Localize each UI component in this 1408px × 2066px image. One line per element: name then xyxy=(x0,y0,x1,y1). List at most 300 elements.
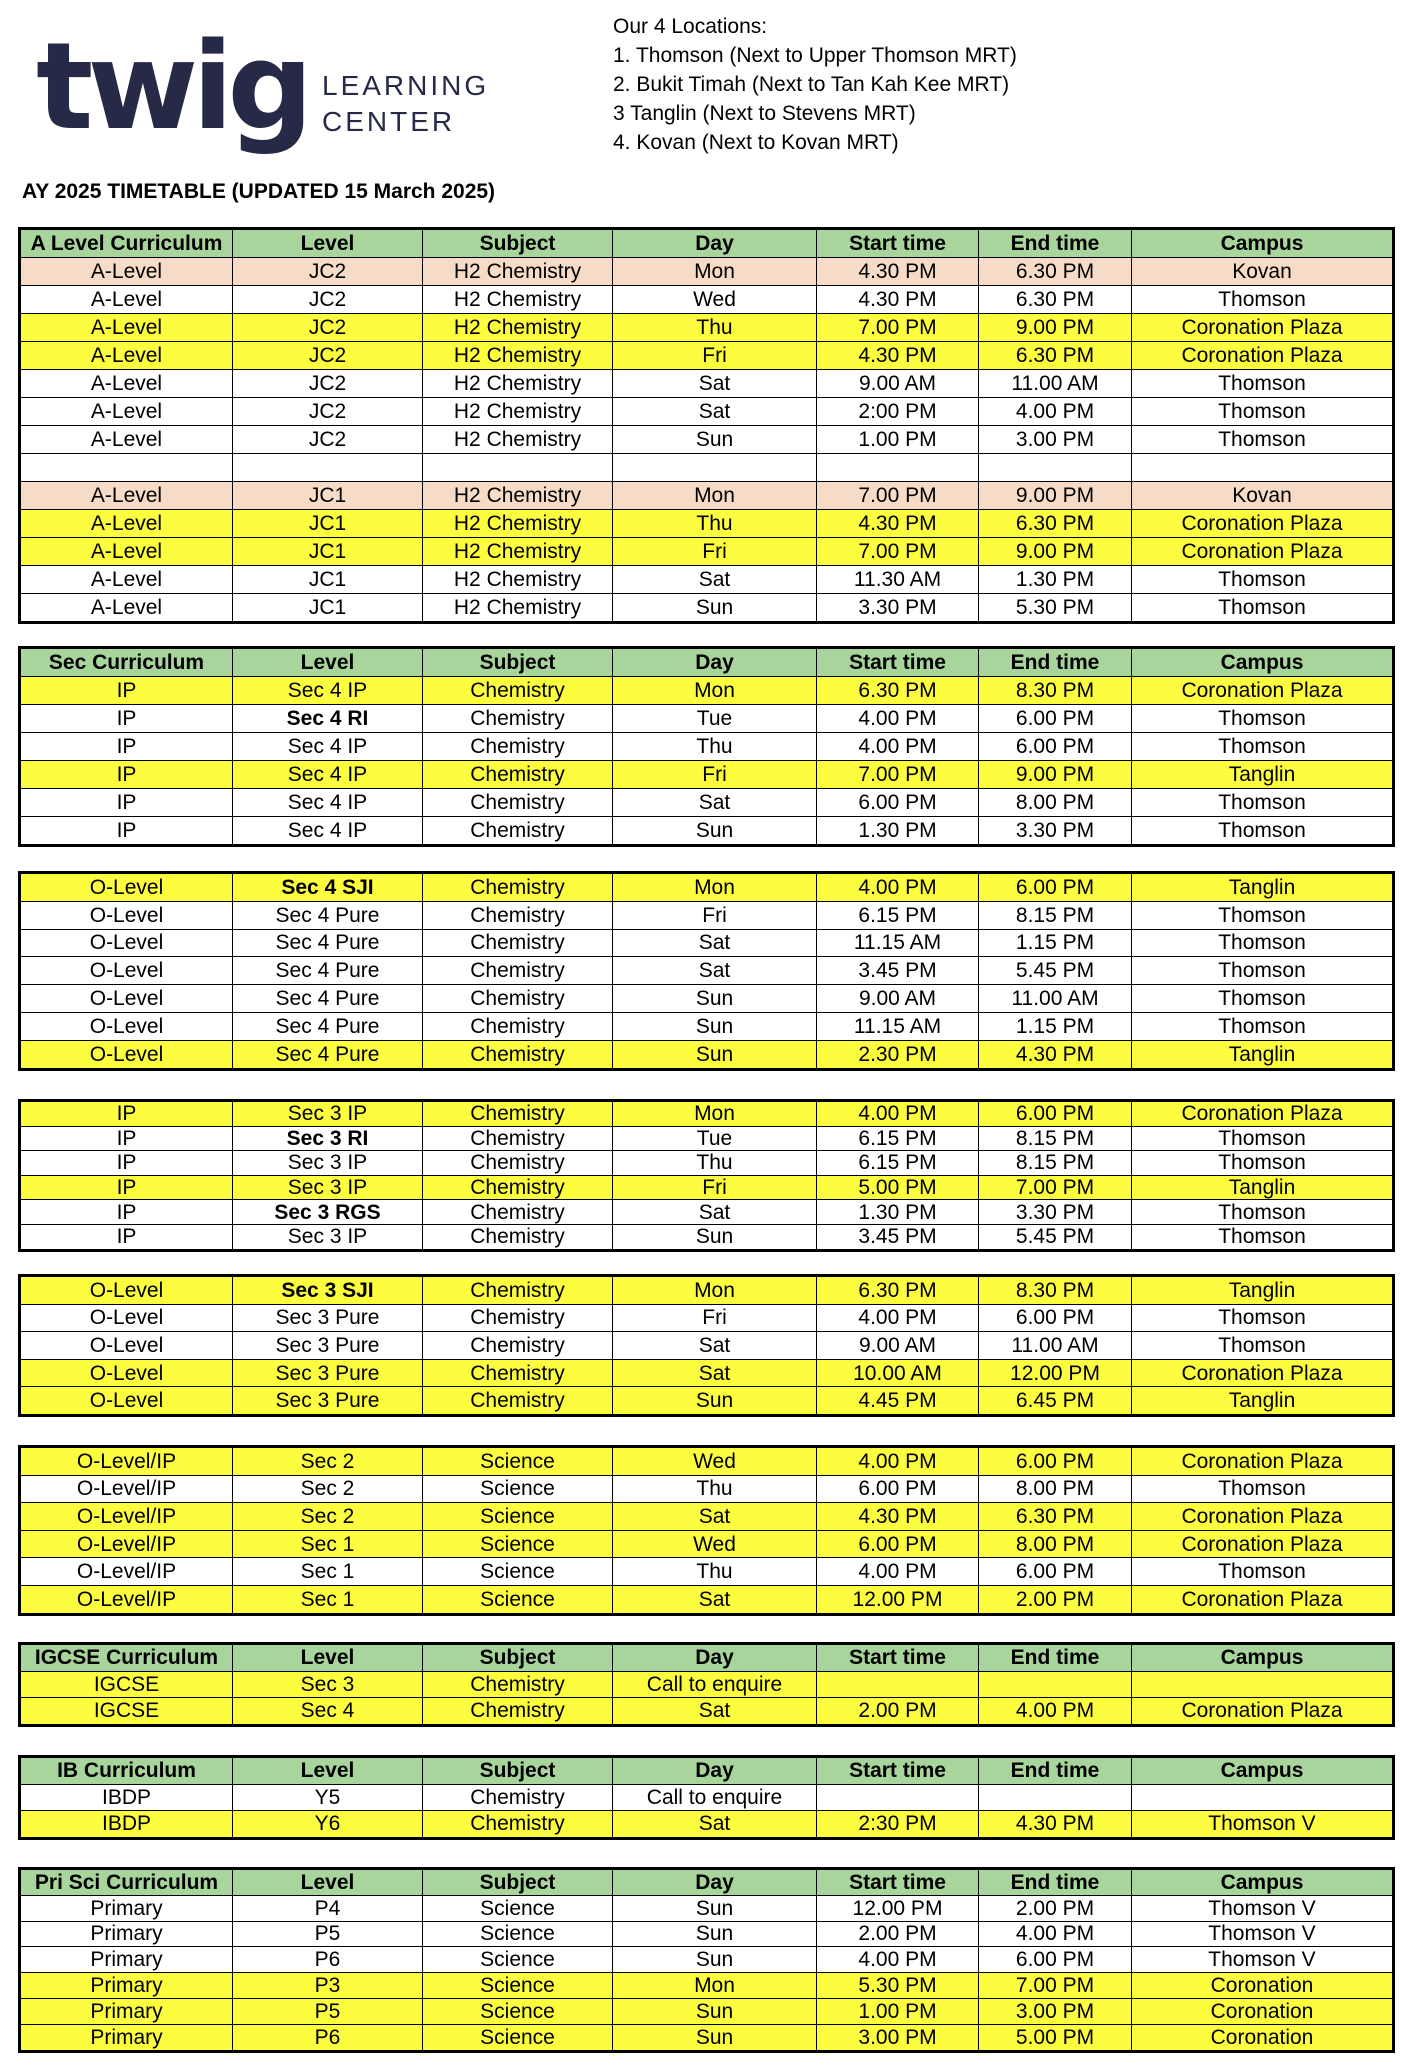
table-row xyxy=(21,1671,1393,1698)
table-cell: Sec 4 RI xyxy=(233,705,423,733)
table-row xyxy=(21,1503,1393,1531)
table-row xyxy=(21,370,1393,398)
table-cell: 2:30 PM xyxy=(817,1811,979,1838)
table-cell: A-Level xyxy=(21,426,233,454)
table-cell: O-Level xyxy=(21,874,233,902)
table-cell: H2 Chemistry xyxy=(423,258,613,286)
table-cell: Thomson xyxy=(1132,985,1393,1013)
column-header: Sec Curriculum xyxy=(21,649,233,677)
table-row xyxy=(21,1973,1393,1999)
table-cell: Science xyxy=(423,1530,613,1558)
table-cell: Thomson xyxy=(1132,370,1393,398)
table-cell: IP xyxy=(21,817,233,845)
table-cell: P6 xyxy=(233,1947,423,1973)
table-row xyxy=(21,1277,1393,1305)
table-cell: 6.30 PM xyxy=(979,342,1132,370)
table-cell: Sec 3 Pure xyxy=(233,1387,423,1415)
column-header: End time xyxy=(979,1758,1132,1785)
table-cell xyxy=(21,454,233,482)
table-cell: Chemistry xyxy=(423,985,613,1013)
table-cell: IP xyxy=(21,1200,233,1225)
table-cell: 5.30 PM xyxy=(817,1973,979,1999)
table-cell: 7.00 PM xyxy=(817,538,979,566)
table-cell: Science xyxy=(423,1585,613,1613)
table-cell: Science xyxy=(423,1895,613,1921)
table-cell: H2 Chemistry xyxy=(423,594,613,622)
table-cell: Coronation Plaza xyxy=(1132,1530,1393,1558)
table-cell: Thomson xyxy=(1132,1332,1393,1360)
table-cell: Sat xyxy=(613,1359,817,1387)
column-header: Level xyxy=(233,649,423,677)
table-cell: Thomson xyxy=(1132,1224,1393,1249)
table-cell: Thu xyxy=(613,1151,817,1176)
table-cell: P6 xyxy=(233,2024,423,2050)
table-cell: Coronation xyxy=(1132,2024,1393,2050)
column-header: End time xyxy=(979,649,1132,677)
table-cell: Thu xyxy=(613,1558,817,1586)
table-cell: Thomson xyxy=(1132,1304,1393,1332)
table-cell: 1.00 PM xyxy=(817,426,979,454)
table-cell: JC1 xyxy=(233,566,423,594)
table-cell: Thu xyxy=(613,314,817,342)
table-cell: Coronation Plaza xyxy=(1132,1503,1393,1531)
table-cell: Science xyxy=(423,1558,613,1586)
table-cell: O-Level xyxy=(21,1012,233,1040)
table-cell: IP xyxy=(21,733,233,761)
table-cell: Thomson xyxy=(1132,957,1393,985)
table-row xyxy=(21,538,1393,566)
table-cell: Sec 4 IP xyxy=(233,789,423,817)
table-cell: 10.00 AM xyxy=(817,1359,979,1387)
column-header: End time xyxy=(979,1645,1132,1672)
table-row xyxy=(21,677,1393,705)
table-cell: 11.00 AM xyxy=(979,1332,1132,1360)
table-cell: JC1 xyxy=(233,510,423,538)
column-header: Campus xyxy=(1132,230,1393,258)
table-cell: 6.00 PM xyxy=(979,705,1132,733)
table-cell: Sun xyxy=(613,1921,817,1947)
table-cell: A-Level xyxy=(21,286,233,314)
table-cell: 4.00 PM xyxy=(817,874,979,902)
table-cell xyxy=(817,454,979,482)
table-cell: Thomson xyxy=(1132,817,1393,845)
table-cell: Tanglin xyxy=(1132,1175,1393,1200)
table-cell: 4.30 PM xyxy=(817,1503,979,1531)
table-cell: IBDP xyxy=(21,1784,233,1811)
table-cell: Sat xyxy=(613,1811,817,1838)
table-cell: Sec 1 xyxy=(233,1558,423,1586)
table-cell: A-Level xyxy=(21,538,233,566)
table-cell: Sec 4 Pure xyxy=(233,985,423,1013)
table-cell xyxy=(979,1671,1132,1698)
table-cell: Thu xyxy=(613,733,817,761)
table-cell: Chemistry xyxy=(423,1277,613,1305)
table-cell: Sat xyxy=(613,1585,817,1613)
table-cell: IP xyxy=(21,705,233,733)
table-cell: Thu xyxy=(613,510,817,538)
column-header: A Level Curriculum xyxy=(21,230,233,258)
table-cell: O-Level/IP xyxy=(21,1448,233,1476)
table-cell: 3.30 PM xyxy=(979,1200,1132,1225)
table-cell: Science xyxy=(423,2024,613,2050)
table-cell: Primary xyxy=(21,1998,233,2024)
column-header: Day xyxy=(613,230,817,258)
table-row xyxy=(21,566,1393,594)
table-cell: IGCSE xyxy=(21,1671,233,1698)
table-cell: 8.00 PM xyxy=(979,789,1132,817)
table-cell: 4.30 PM xyxy=(817,342,979,370)
table-row xyxy=(21,1784,1393,1811)
table-cell xyxy=(979,1784,1132,1811)
table-cell: Thomson xyxy=(1132,1558,1393,1586)
column-header: Campus xyxy=(1132,1645,1393,1672)
table-row xyxy=(21,1200,1393,1225)
table-cell: Sun xyxy=(613,985,817,1013)
table-row xyxy=(21,874,1393,902)
table-cell: 4.00 PM xyxy=(979,398,1132,426)
table-cell: 6.15 PM xyxy=(817,1151,979,1176)
table-cell: IP xyxy=(21,789,233,817)
table-cell: Thomson xyxy=(1132,566,1393,594)
table-cell: 4.30 PM xyxy=(817,510,979,538)
table-cell: 9.00 PM xyxy=(979,314,1132,342)
table-cell: O-Level xyxy=(21,929,233,957)
table-cell: 11.30 AM xyxy=(817,566,979,594)
table-cell: 12.00 PM xyxy=(817,1585,979,1613)
table-cell: Sec 3 RGS xyxy=(233,1200,423,1225)
table-cell: Sat xyxy=(613,789,817,817)
table-cell: Sec 3 RI xyxy=(233,1126,423,1151)
table-cell: 2.00 PM xyxy=(979,1895,1132,1921)
table-cell: 4.00 PM xyxy=(817,1558,979,1586)
table-cell: 11.00 AM xyxy=(979,370,1132,398)
table-cell: 9.00 AM xyxy=(817,1332,979,1360)
table-cell: Mon xyxy=(613,1102,817,1127)
table-row xyxy=(21,733,1393,761)
table-cell xyxy=(613,454,817,482)
table-cell: Sat xyxy=(613,370,817,398)
table-cell: Y5 xyxy=(233,1784,423,1811)
table-cell: 5.00 PM xyxy=(979,2024,1132,2050)
table-cell: Chemistry xyxy=(423,733,613,761)
column-header: End time xyxy=(979,230,1132,258)
table-cell: H2 Chemistry xyxy=(423,566,613,594)
table-cell: Sec 3 Pure xyxy=(233,1304,423,1332)
table-row xyxy=(21,1304,1393,1332)
table-cell: Science xyxy=(423,1921,613,1947)
table-cell: Sat xyxy=(613,1200,817,1225)
table-cell: P3 xyxy=(233,1973,423,1999)
table-row xyxy=(21,1040,1393,1068)
table-cell: 6.00 PM xyxy=(979,733,1132,761)
table-cell: Thomson xyxy=(1132,594,1393,622)
table-cell: 8.15 PM xyxy=(979,901,1132,929)
column-header: Subject xyxy=(423,1870,613,1896)
table-cell: Sec 3 xyxy=(233,1671,423,1698)
table-cell: Fri xyxy=(613,901,817,929)
table-cell: JC2 xyxy=(233,342,423,370)
table-cell: Sec 4 Pure xyxy=(233,1012,423,1040)
location-item: 3 Tanglin (Next to Stevens MRT) xyxy=(613,102,916,125)
table-cell: 11.15 AM xyxy=(817,1012,979,1040)
table-row xyxy=(21,1102,1393,1127)
table-cell: O-Level xyxy=(21,985,233,1013)
table-cell: IBDP xyxy=(21,1811,233,1838)
column-header: Campus xyxy=(1132,1870,1393,1896)
table-cell: JC2 xyxy=(233,370,423,398)
table-cell: Coronation Plaza xyxy=(1132,538,1393,566)
table-row xyxy=(21,510,1393,538)
table-cell: 4.30 PM xyxy=(979,1811,1132,1838)
table-row xyxy=(21,1475,1393,1503)
table-cell: 6.00 PM xyxy=(979,1102,1132,1127)
table-cell: 3.45 PM xyxy=(817,957,979,985)
table-header-row xyxy=(21,1758,1393,1785)
table-row xyxy=(21,901,1393,929)
table-cell: A-Level xyxy=(21,314,233,342)
table-cell: Chemistry xyxy=(423,1151,613,1176)
table-row xyxy=(21,2024,1393,2050)
table-cell: Tanglin xyxy=(1132,761,1393,789)
table-cell: 6.00 PM xyxy=(979,1304,1132,1332)
table-cell: Sun xyxy=(613,1387,817,1415)
table-cell: Science xyxy=(423,1503,613,1531)
table-cell: IGCSE xyxy=(21,1698,233,1725)
table-cell: O-Level xyxy=(21,1040,233,1068)
logo-wordmark: twig xyxy=(36,18,308,157)
column-header: Level xyxy=(233,1870,423,1896)
table-cell: H2 Chemistry xyxy=(423,286,613,314)
table-cell: Sec 4 IP xyxy=(233,677,423,705)
table-cell: 1.15 PM xyxy=(979,1012,1132,1040)
table-cell: 6.45 PM xyxy=(979,1387,1132,1415)
table-cell: 6.30 PM xyxy=(817,1277,979,1305)
table-cell: Sec 3 SJI xyxy=(233,1277,423,1305)
table-cell: 7.00 PM xyxy=(979,1175,1132,1200)
table-cell: 6.30 PM xyxy=(979,510,1132,538)
table-cell: A-Level xyxy=(21,594,233,622)
table-cell: IP xyxy=(21,1175,233,1200)
table-cell: Fri xyxy=(613,761,817,789)
table-cell: 9.00 PM xyxy=(979,482,1132,510)
table-cell: A-Level xyxy=(21,482,233,510)
table-cell: 9.00 PM xyxy=(979,538,1132,566)
table-cell xyxy=(1132,1784,1393,1811)
table-cell: O-Level xyxy=(21,901,233,929)
table-cell: Fri xyxy=(613,1175,817,1200)
column-header: Level xyxy=(233,1758,423,1785)
table-cell: Primary xyxy=(21,1921,233,1947)
table-cell: Sat xyxy=(613,1698,817,1725)
table-cell: Thomson V xyxy=(1132,1947,1393,1973)
table-cell: P4 xyxy=(233,1895,423,1921)
table-cell: A-Level xyxy=(21,370,233,398)
table-row xyxy=(21,1558,1393,1586)
table-cell: Sec 4 IP xyxy=(233,733,423,761)
table-cell: Kovan xyxy=(1132,258,1393,286)
table-cell: Mon xyxy=(613,1973,817,1999)
table-cell: 5.30 PM xyxy=(979,594,1132,622)
table-cell: 4.30 PM xyxy=(979,1040,1132,1068)
table-cell: Sun xyxy=(613,2024,817,2050)
column-header: Level xyxy=(233,1645,423,1672)
table-cell: Sec 4 Pure xyxy=(233,1040,423,1068)
table-cell: 4.30 PM xyxy=(817,258,979,286)
table-cell: 4.00 PM xyxy=(817,1947,979,1973)
table-cell: 1.15 PM xyxy=(979,929,1132,957)
table-cell: JC1 xyxy=(233,594,423,622)
table-cell: 4.00 PM xyxy=(817,1304,979,1332)
table-row xyxy=(21,929,1393,957)
table-cell: Call to enquire xyxy=(613,1784,817,1811)
schedule-table xyxy=(20,1644,1393,1725)
table-cell: 3.30 PM xyxy=(979,817,1132,845)
table-row xyxy=(21,1012,1393,1040)
table-row xyxy=(21,789,1393,817)
table-cell: Tanglin xyxy=(1132,874,1393,902)
table-cell: Chemistry xyxy=(423,929,613,957)
table-cell: Thomson xyxy=(1132,1012,1393,1040)
table-row xyxy=(21,705,1393,733)
table-cell: Sec 3 IP xyxy=(233,1102,423,1127)
column-header: Subject xyxy=(423,1758,613,1785)
column-header: End time xyxy=(979,1870,1132,1896)
table-row xyxy=(21,1387,1393,1415)
table-cell: O-Level xyxy=(21,1277,233,1305)
table-cell: H2 Chemistry xyxy=(423,342,613,370)
column-header: Day xyxy=(613,1758,817,1785)
table-cell: Chemistry xyxy=(423,1387,613,1415)
table-cell: Sat xyxy=(613,1503,817,1531)
column-header: Day xyxy=(613,1645,817,1672)
table-cell: Wed xyxy=(613,286,817,314)
table-cell: 4.00 PM xyxy=(817,1448,979,1476)
column-header: Start time xyxy=(817,1645,979,1672)
table-cell: O-Level/IP xyxy=(21,1530,233,1558)
table-cell: 6.00 PM xyxy=(817,789,979,817)
table-cell: IP xyxy=(21,1224,233,1249)
table-cell: 1.30 PM xyxy=(817,817,979,845)
table-row xyxy=(21,761,1393,789)
logo-subtitle-line1: LEARNING xyxy=(322,70,490,101)
table-cell: Thomson xyxy=(1132,1475,1393,1503)
table-cell: 3.45 PM xyxy=(817,1224,979,1249)
table-cell: H2 Chemistry xyxy=(423,370,613,398)
table-cell: Wed xyxy=(613,1448,817,1476)
table-cell: Call to enquire xyxy=(613,1671,817,1698)
table-cell: 6.00 PM xyxy=(979,1947,1132,1973)
table-cell: Chemistry xyxy=(423,901,613,929)
column-header: Day xyxy=(613,649,817,677)
table-cell: 6.00 PM xyxy=(979,874,1132,902)
table-cell: 6.00 PM xyxy=(817,1475,979,1503)
table-row xyxy=(21,1126,1393,1151)
table-cell xyxy=(1132,1671,1393,1698)
spacer-row xyxy=(21,454,1393,482)
table-cell: Chemistry xyxy=(423,789,613,817)
table-cell: Chemistry xyxy=(423,1304,613,1332)
table-cell: Chemistry xyxy=(423,1040,613,1068)
column-header: Subject xyxy=(423,1645,613,1672)
table-cell: 6.30 PM xyxy=(979,258,1132,286)
table-cell: Chemistry xyxy=(423,957,613,985)
table-cell: Sec 3 Pure xyxy=(233,1332,423,1360)
table-cell: Sun xyxy=(613,1947,817,1973)
table-row xyxy=(21,1947,1393,1973)
table-cell: H2 Chemistry xyxy=(423,426,613,454)
table-cell: Chemistry xyxy=(423,874,613,902)
table-cell: Chemistry xyxy=(423,1012,613,1040)
table-cell: Chemistry xyxy=(423,1784,613,1811)
table-cell: 4.00 PM xyxy=(817,1102,979,1127)
table-cell: H2 Chemistry xyxy=(423,314,613,342)
table-cell: Sun xyxy=(613,817,817,845)
table-cell: 8.00 PM xyxy=(979,1475,1132,1503)
table-row xyxy=(21,1151,1393,1176)
table-cell: O-Level xyxy=(21,1359,233,1387)
table-cell: Science xyxy=(423,1475,613,1503)
table-cell: Sat xyxy=(613,398,817,426)
table-cell: Sec 3 IP xyxy=(233,1224,423,1249)
table-cell: 4.00 PM xyxy=(979,1698,1132,1725)
table-cell: 2.00 PM xyxy=(817,1921,979,1947)
table-cell: 7.00 PM xyxy=(817,761,979,789)
table-row xyxy=(21,957,1393,985)
table-row xyxy=(21,426,1393,454)
table-cell: Sec 1 xyxy=(233,1585,423,1613)
table-cell: Sec 1 xyxy=(233,1530,423,1558)
table-cell: 3.30 PM xyxy=(817,594,979,622)
table-cell: 3.00 PM xyxy=(817,2024,979,2050)
schedule-table xyxy=(20,873,1393,1069)
table-cell: Thomson xyxy=(1132,705,1393,733)
table-cell: Sun xyxy=(613,1998,817,2024)
table-cell: Science xyxy=(423,1998,613,2024)
table-cell: 3.00 PM xyxy=(979,1998,1132,2024)
table-row xyxy=(21,1895,1393,1921)
logo-subtitle-line2: CENTER xyxy=(322,106,456,137)
table-row xyxy=(21,482,1393,510)
table-cell: H2 Chemistry xyxy=(423,482,613,510)
table-cell: Tanglin xyxy=(1132,1040,1393,1068)
column-header: IB Curriculum xyxy=(21,1758,233,1785)
table-cell: Mon xyxy=(613,482,817,510)
table-cell: Coronation Plaza xyxy=(1132,1585,1393,1613)
table-cell: 2.30 PM xyxy=(817,1040,979,1068)
schedule-table xyxy=(20,1869,1393,2051)
table-cell: Science xyxy=(423,1448,613,1476)
table-row xyxy=(21,1448,1393,1476)
table-cell: 4.00 PM xyxy=(817,733,979,761)
table-cell: Chemistry xyxy=(423,1698,613,1725)
table-cell: O-Level/IP xyxy=(21,1558,233,1586)
table-cell: Sat xyxy=(613,929,817,957)
table-cell: 1.30 PM xyxy=(817,1200,979,1225)
table-cell: JC1 xyxy=(233,482,423,510)
locations-heading: Our 4 Locations: xyxy=(613,15,768,38)
table-cell: 4.45 PM xyxy=(817,1387,979,1415)
table-row xyxy=(21,342,1393,370)
table-cell: Y6 xyxy=(233,1811,423,1838)
table-cell: Thomson xyxy=(1132,789,1393,817)
column-header: Subject xyxy=(423,649,613,677)
table-cell: Kovan xyxy=(1132,482,1393,510)
table-cell: Sun xyxy=(613,426,817,454)
table-cell: 5.00 PM xyxy=(817,1175,979,1200)
table-cell: 6.30 PM xyxy=(817,677,979,705)
table-cell: Mon xyxy=(613,1277,817,1305)
table-cell: O-Level xyxy=(21,957,233,985)
